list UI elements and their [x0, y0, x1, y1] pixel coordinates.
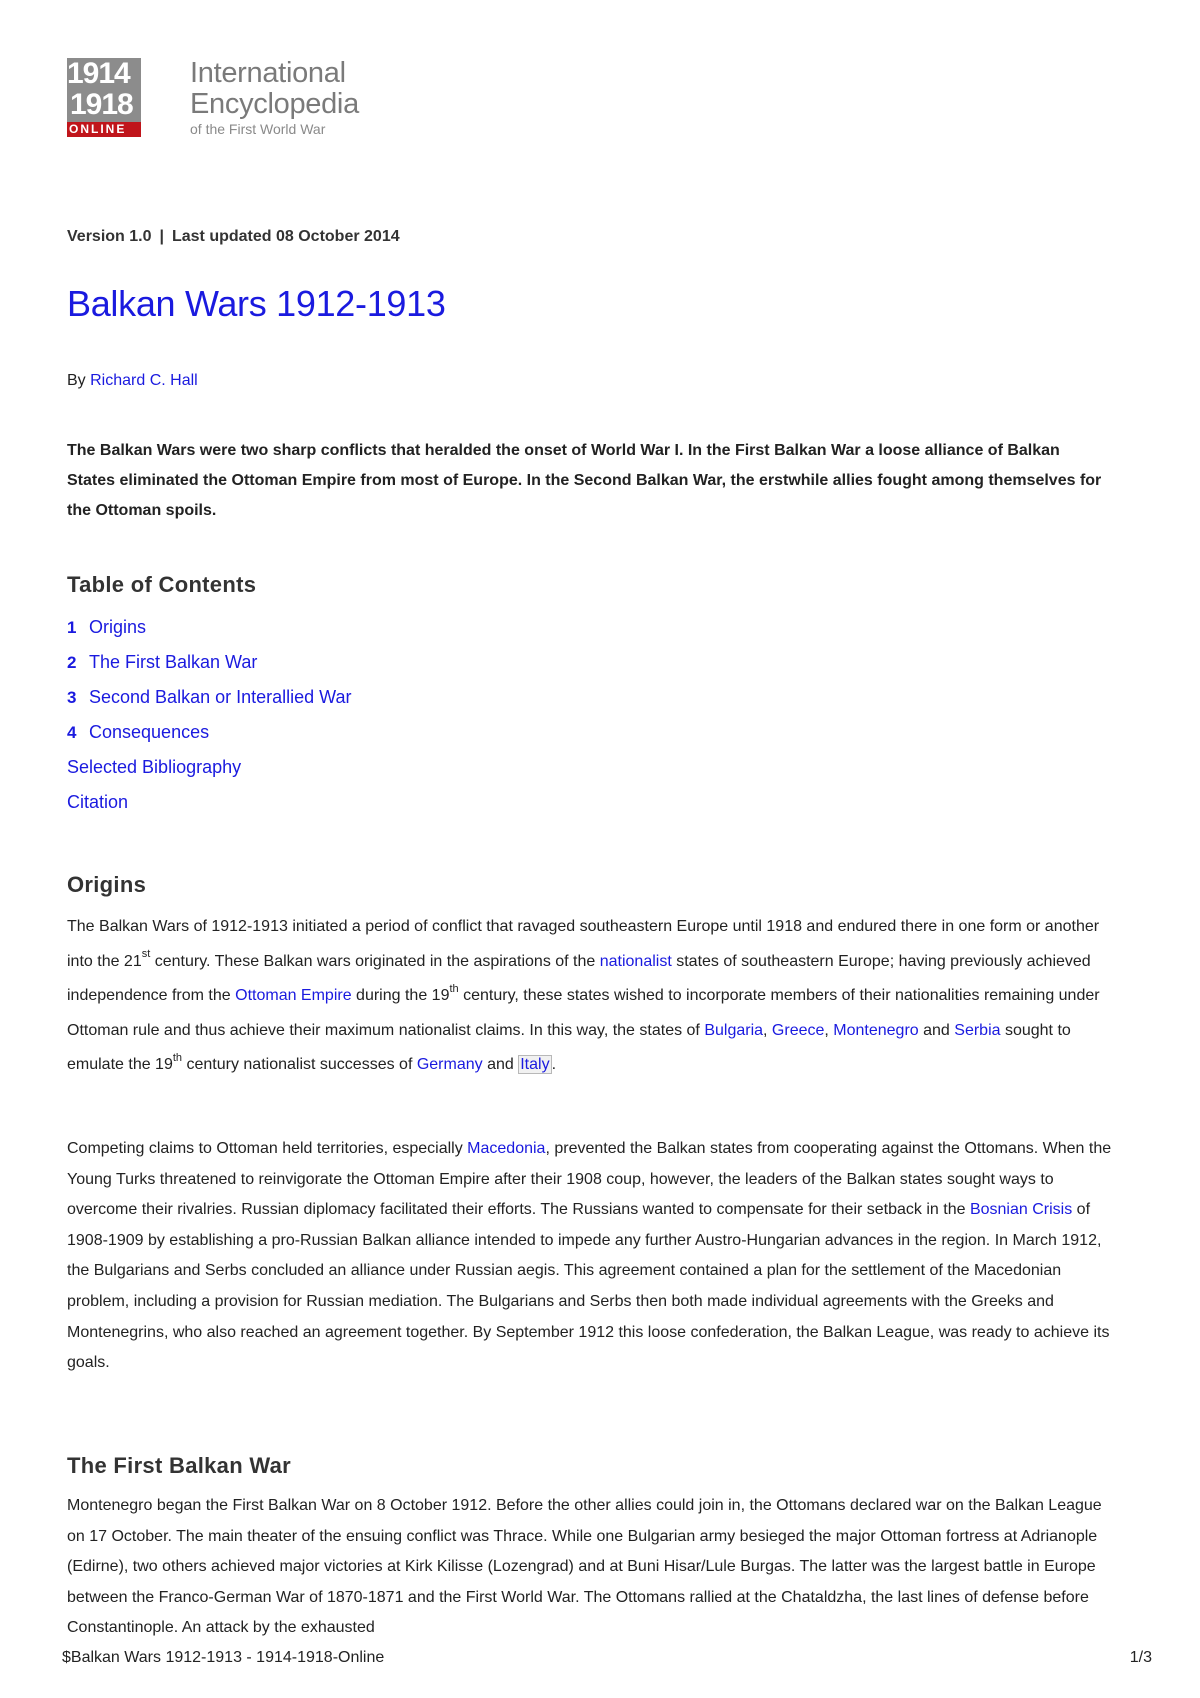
page-footer-title: $Balkan Wars 1912-1913 - 1914-1918-Online: [62, 1649, 385, 1666]
text-run: ,: [763, 1021, 772, 1039]
logo-year-end: 1918: [70, 88, 133, 121]
logo-mark: [67, 58, 141, 137]
toc-item-link[interactable]: Consequences: [89, 722, 210, 742]
link-greece[interactable]: Greece: [771, 1021, 825, 1039]
version-info: [67, 228, 400, 246]
last-updated: Last updated 08 October 2014: [171, 228, 400, 245]
logo-year-start: 1914: [67, 57, 130, 90]
toc-item-origins[interactable]: [67, 614, 351, 649]
superscript: st: [141, 948, 151, 961]
link-italy[interactable]: Italy: [520, 1056, 550, 1073]
toc-item-number: 3: [67, 688, 77, 707]
text-run: Competing claims to Ottoman held territories, especially: [67, 1140, 468, 1157]
toc-item-first-balkan-war[interactable]: [67, 649, 351, 684]
section-heading-origins: Origins: [67, 872, 147, 897]
logo-online-badge: ONLINE: [67, 122, 141, 137]
link-germany[interactable]: Germany: [416, 1056, 483, 1073]
text-run: and: [918, 1021, 955, 1039]
toc-item-citation[interactable]: [67, 789, 351, 824]
logo-line-3: of the First World War: [190, 121, 326, 137]
logo-line-2: Encyclopedia: [190, 88, 359, 120]
text-run: .: [551, 1056, 557, 1073]
table-of-contents: [67, 614, 351, 824]
version-separator: |: [159, 228, 164, 245]
toc-item-link[interactable]: The First Balkan War: [89, 652, 258, 672]
link-macedonia[interactable]: Macedonia: [467, 1140, 546, 1157]
text-run: and: [482, 1056, 519, 1073]
logo-wordmark: [190, 58, 359, 138]
text-run: ,: [824, 1021, 834, 1039]
text-run: The Balkan Wars of 1912-1913 initiated a period of conflict that ravaged southeastern Europe until 1918 and endured there in one form or another into the 21: [67, 918, 1100, 970]
toc-item-link[interactable]: Origins: [89, 617, 147, 637]
origins-paragraph-2: [67, 1134, 1112, 1379]
origins-paragraph-1: [67, 910, 1112, 1083]
toc-item-consequences[interactable]: [67, 719, 351, 754]
article-abstract: The Balkan Wars were two sharp conflicts that heralded the onset of World War I. In the First Balkan War a loose alliance of Balkan States eliminated the Ottoman Empire from most of Europe. In the Second Balkan War, the erstwhile allies fought among themselves for the Ottoman spoils.: [67, 442, 1102, 519]
text-run: during the 19: [351, 987, 450, 1004]
toc-item-number: 2: [67, 653, 77, 672]
link-nationalist[interactable]: nationalist: [599, 952, 672, 970]
toc-item-number: 1: [67, 618, 77, 637]
toc-item-bibliography[interactable]: [67, 754, 351, 789]
section-heading-first-balkan-war: The First Balkan War: [67, 1453, 292, 1478]
text-run: , prevented the Balkan states from cooperating against the Ottomans. When the Young Turks threatened to reinvigorate the Ottoman Empire after their 1908 coup, however, the leaders of the Balkan states sought ways to overcome their rivalries. Russian diplomacy facilitated their efforts. The Russians wanted to compensate for their setback in the: [67, 1140, 1112, 1219]
logo-line-1: International: [190, 57, 346, 89]
text-run: century nationalist successes of: [182, 1056, 417, 1073]
link-bosnian-crisis[interactable]: Bosnian Crisis: [969, 1201, 1073, 1219]
toc-heading: Table of Contents: [67, 572, 257, 597]
link-serbia[interactable]: Serbia: [954, 1021, 1001, 1039]
text-run: century. These Balkan wars originated in the aspirations of the: [150, 952, 600, 970]
version-label: Version 1.0: [67, 228, 152, 245]
toc-item-number: 4: [67, 723, 77, 742]
link-ottoman-empire[interactable]: Ottoman Empire: [235, 987, 352, 1004]
first-war-paragraph-1: Montenegro began the First Balkan War on 8 October 1912. Before the other allies could join in, the Ottomans declared war on the Balkan League on 17 October. The main theater of the ensuing conflict was Thrace. While one Bulgarian army besieged the major Ottoman fortress at Adrianople (Edirne), two others achieved major victories at Kirk Kilisse (Lozengrad) and at Buni Hisar/Lule Burgas. The latter was the largest battle in Europe between the Franco-German War of 1870-1871 and the First World War. The Ottomans rallied at the Chataldzha, the last lines of defense before Constantinople. An attack by the exhausted: [67, 1497, 1102, 1637]
link-bulgaria[interactable]: Bulgaria: [704, 1021, 764, 1039]
toc-item-link[interactable]: Selected Bibliography: [67, 757, 242, 777]
text-run: sought to emulate the 19: [67, 1021, 1071, 1073]
toc-item-link[interactable]: Second Balkan or Interallied War: [89, 687, 352, 707]
toc-item-link[interactable]: Citation: [67, 792, 129, 812]
superscript: th: [449, 982, 459, 995]
toc-item-second-balkan-war[interactable]: [67, 684, 351, 719]
byline: [67, 372, 198, 390]
author-link[interactable]: Richard C. Hall: [90, 372, 198, 389]
byline-by: By: [67, 372, 86, 389]
superscript: th: [172, 1051, 183, 1064]
article-title: Balkan Wars 1912-1913: [67, 283, 446, 324]
page-number: 1/3: [1129, 1649, 1152, 1666]
text-run: states of southeastern Europe; having previously achieved independence from the: [67, 952, 1091, 1004]
text-run: century, these states wished to incorporate members of their nationalities remaining under Ottoman rule and thus achieve their maximum nationalist claims. In this way, the states of: [67, 987, 1100, 1039]
text-run: of 1908-1909 by establishing a pro-Russian Balkan alliance intended to impede any further Austro-Hungarian advances in the region. In March 1912, the Bulgarians and Serbs concluded an alliance under Russian aegis. This agreement contained a plan for the settlement of the Macedonian problem, including a provision for Russian mediation. The Bulgarians and Serbs then both made individual agreements with the Greeks and Montenegrins, who also reached an agreement together. By September 1912 this loose confederation, the Balkan League, was ready to achieve its goals.: [67, 1201, 1110, 1372]
link-montenegro[interactable]: Montenegro: [833, 1021, 919, 1039]
site-logo[interactable]: [67, 58, 367, 140]
